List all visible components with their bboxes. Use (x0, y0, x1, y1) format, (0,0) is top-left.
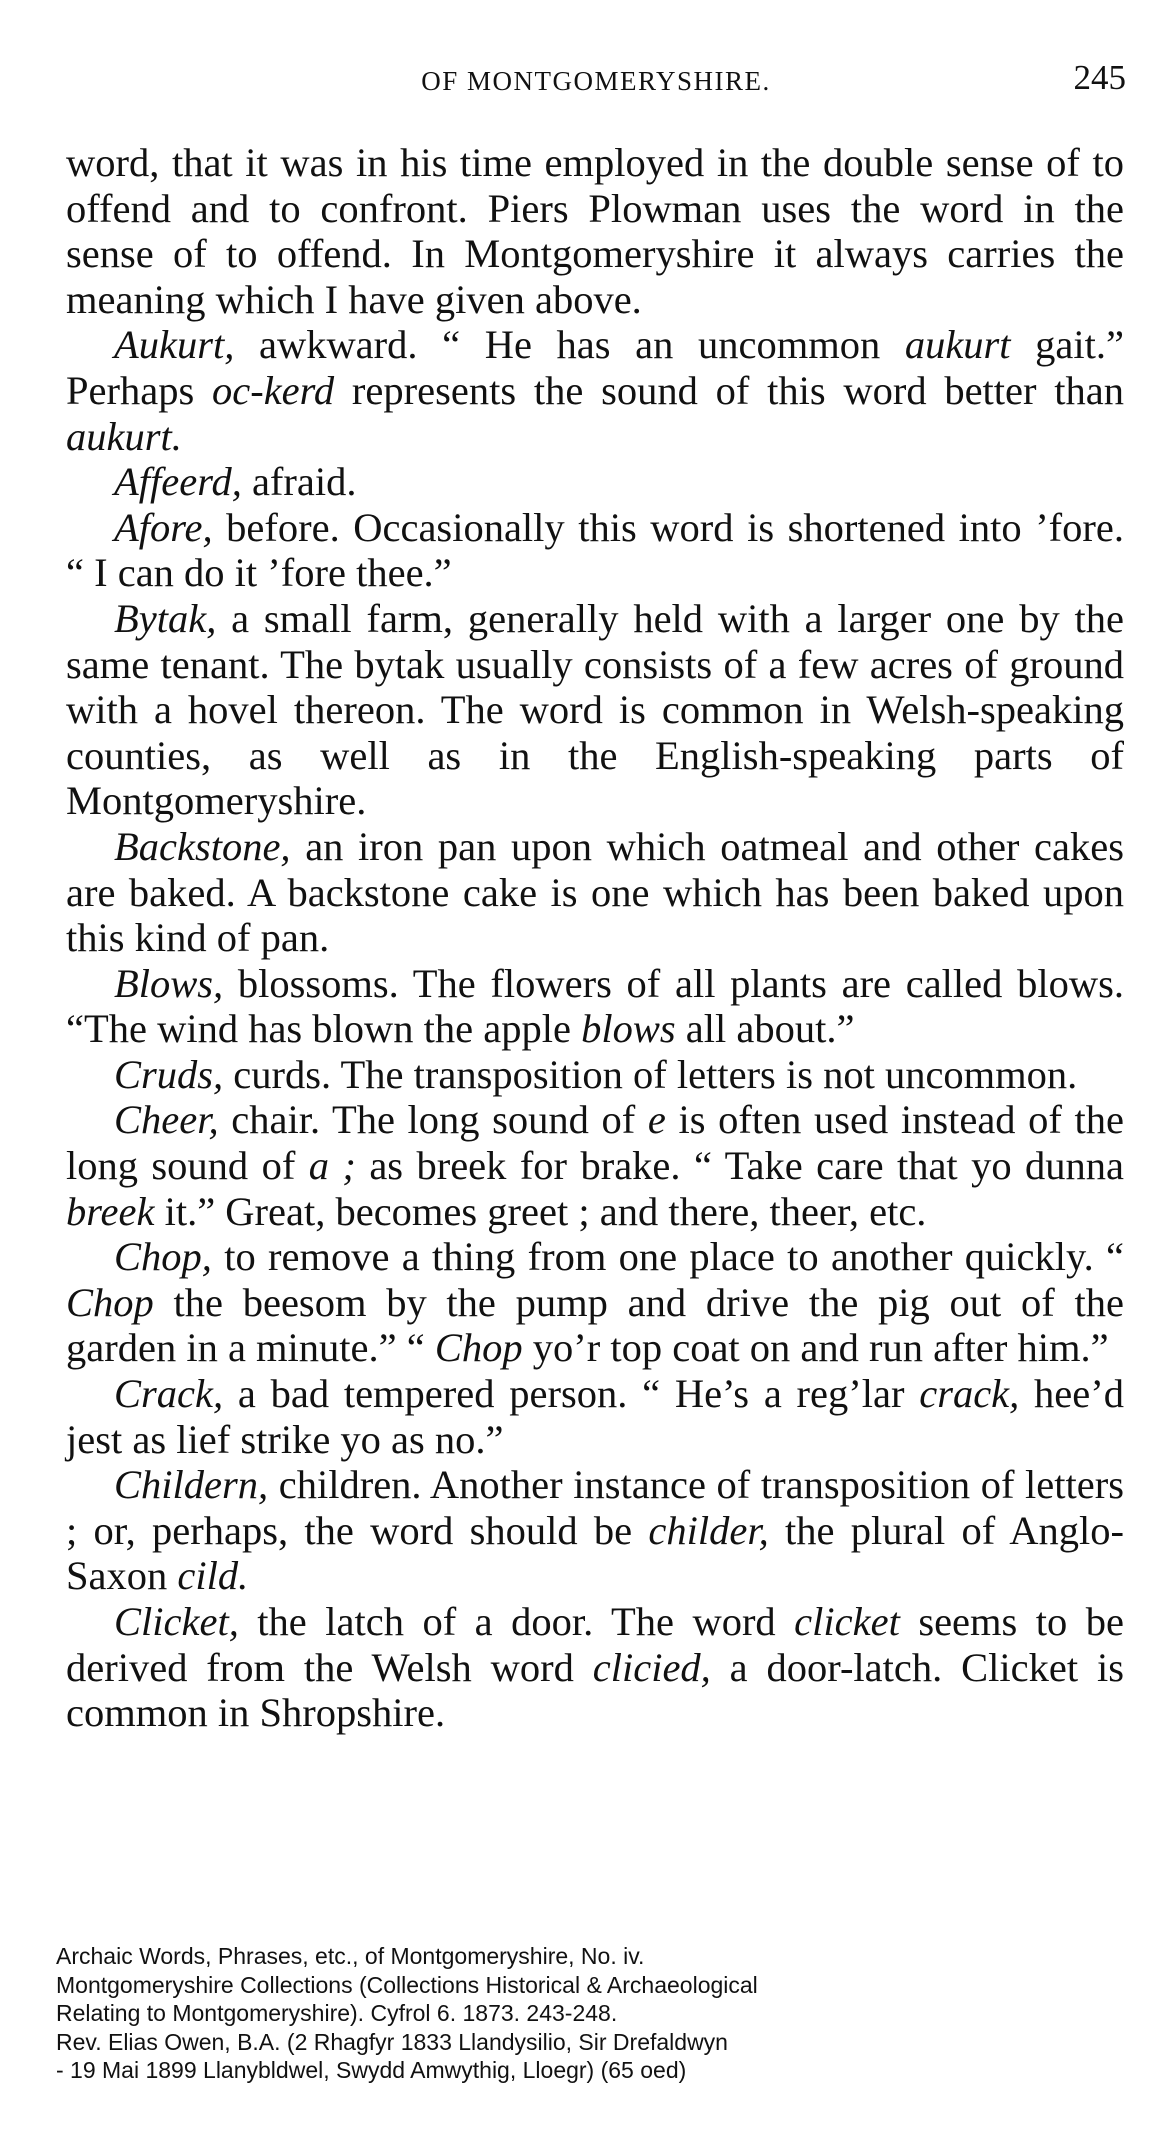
entry-text: a small farm, generally held with a larger one by the same tenant. The bytak usually consists of a few acres of ground with a hovel thereon. The word is common in Welsh-speaking counties, as well as in the English-speaking parts of Montgomeryshire. (66, 595, 1124, 824)
entry-text: gait.” Perhaps (66, 322, 1124, 413)
page-number: 245 (1073, 58, 1126, 97)
italic-term: Crack, (114, 1371, 224, 1417)
entry-text: a bad tempered person. “ He’s a reg’lar (223, 1371, 920, 1417)
glossary-entry (66, 961, 1124, 1052)
italic-term: Chop (434, 1325, 523, 1371)
entry-text: before. Occasionally this word is shortened into ’fore. “ I can do it ’fore thee.” (66, 504, 1124, 596)
italic-term: aukurt (904, 322, 1011, 368)
italic-term: Clicket, (114, 1599, 239, 1644)
italic-term: blows (581, 1006, 676, 1052)
entry-text: is often used instead of the long sound of (66, 1097, 1124, 1189)
italic-term: Blows, (114, 960, 224, 1006)
italic-term: Aukurt, (114, 322, 235, 368)
italic-term: Affeerd, (114, 459, 242, 505)
entry-text: all about.” (675, 1006, 855, 1052)
glossary-entry (66, 322, 1124, 459)
italic-term: clicied, (592, 1644, 711, 1690)
entry-text: curds. The transposition of letters is not uncommon. (223, 1051, 1078, 1097)
glossary-entry (66, 596, 1124, 824)
entry-text: the beesom by the pump and drive the pig out of the garden in a minute.” “ (66, 1279, 1124, 1371)
glossary-entry (66, 1462, 1124, 1599)
italic-term: aukurt. (66, 413, 182, 459)
entry-text: an iron pan upon which oatmeal and other cakes are baked. A backstone cake is one which has been baked upon this kind of pan. (66, 823, 1124, 961)
entry-text: yo’r top coat on and run after him.” (522, 1325, 1109, 1371)
glossary-entry (66, 459, 1124, 505)
italic-term: oc-kerd (211, 367, 335, 413)
entry-text: children. Another instance of transposition of letters ; or, perhaps, the word should be (66, 1462, 1124, 1553)
continuation-paragraph (66, 140, 1124, 322)
italic-term: clicket (794, 1599, 900, 1644)
entry-text: word, that it was in his time employed in the double sense of to offend and to confront. Piers Plowman uses the word in the sense of to offend. In Montgomeryshire it always carries the meaning which I have given above. (66, 140, 1124, 322)
glossary-entry (66, 1097, 1124, 1234)
glossary-entry (66, 824, 1124, 961)
entry-text: the latch of a door. The word (238, 1599, 795, 1644)
entry-text: it.” Great, becomes greet ; and there, theer, etc. (154, 1188, 927, 1234)
body-text (66, 140, 1124, 1736)
italic-term: cild. (177, 1553, 249, 1599)
entry-text: awkward. “ He has an uncommon (234, 322, 905, 368)
entry-text: a door-latch. Clicket is common in Shropshire. (66, 1644, 1124, 1736)
glossary-entry (66, 1234, 1124, 1371)
italic-term: e (647, 1097, 666, 1143)
footer-line: Relating to Montgomeryshire). Cyfrol 6. 1873. 243-248. (56, 2000, 618, 2026)
italic-term: crack, (919, 1371, 1020, 1417)
italic-term: Cheer, (114, 1097, 219, 1143)
italic-term: Backstone, (114, 823, 291, 869)
running-title: OF MONTGOMERYSHIRE. (421, 66, 771, 96)
running-head (66, 58, 1126, 102)
entry-text: to remove a thing from one place to another quickly. “ (211, 1234, 1124, 1280)
italic-term: Chop (66, 1279, 154, 1325)
italic-term: a ; (308, 1143, 356, 1189)
italic-term: Afore, (114, 504, 213, 550)
glossary-entry (66, 505, 1124, 596)
italic-term: childer, (648, 1507, 769, 1553)
entry-text: afraid. (241, 459, 357, 505)
entry-text: the plural of Anglo-Saxon (66, 1507, 1124, 1599)
italic-term: Chop, (114, 1234, 212, 1280)
entry-text: blossoms. The flowers of all plants are called blows. “The wind has blown the apple (66, 960, 1124, 1052)
footer-line: Montgomeryshire Collections (Collections Historical & Archaeological (56, 1971, 758, 1998)
entry-text: chair. The long sound of (218, 1097, 648, 1143)
glossary-entry (66, 1599, 1124, 1736)
italic-term: breek (66, 1188, 155, 1234)
glossary-entry (66, 1371, 1124, 1462)
entry-text: hee’d jest as lief strike yo as no.” (66, 1371, 1124, 1462)
citation-footer (56, 1942, 1156, 2085)
footer-line: Archaic Words, Phrases, etc., of Montgomeryshire, No. iv. (56, 1943, 645, 1969)
italic-term: Bytak, (114, 595, 217, 641)
footer-line: - 19 Mai 1899 Llanybldwel, Swydd Amwythig, Lloegr) (65 oed) (56, 2057, 687, 2083)
glossary-entry (66, 1052, 1124, 1098)
entry-text: seems to be derived from the Welsh word (66, 1599, 1124, 1690)
entry-text: represents the sound of this word better than (334, 367, 1124, 413)
italic-term: Childern, (114, 1462, 269, 1508)
italic-term: Cruds, (114, 1051, 224, 1097)
footer-line: Rev. Elias Owen, B.A. (2 Rhagfyr 1833 Llandysilio, Sir Drefaldwyn (56, 2028, 728, 2055)
entry-text: as breek for brake. “ Take care that yo dunna (355, 1143, 1124, 1189)
